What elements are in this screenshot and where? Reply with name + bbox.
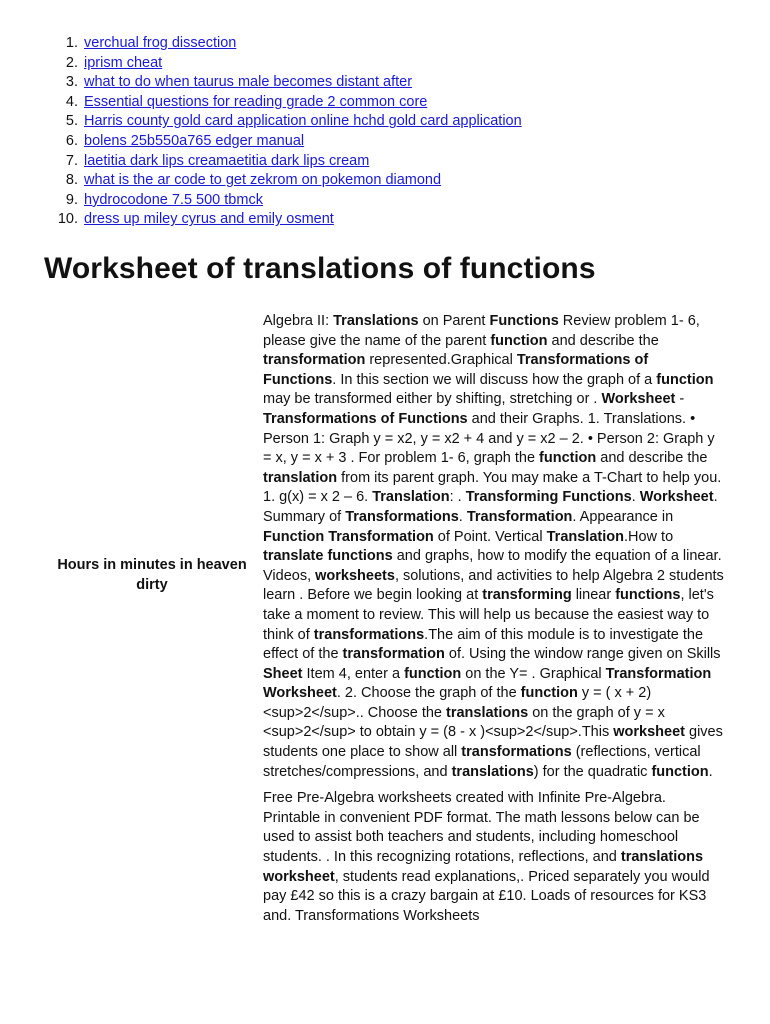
article-link[interactable]: what is the ar code to get zekrom on pokemon diamond [84, 172, 442, 189]
list-number: 1. [65, 35, 78, 51]
text-run: . Summary of [263, 489, 718, 525]
bold-term: functions [615, 587, 681, 604]
bold-term: Function Transformation [263, 528, 434, 545]
list-item [48, 210, 522, 230]
text-run: represented.Graphical [365, 352, 517, 369]
page-title: Worksheet of translations of functions [44, 252, 596, 285]
article-link[interactable]: what to do when taurus male becomes distant after [84, 74, 413, 91]
text-run: and their Graphs. 1. Translations. • Person 1: Graph y = x2, y = x2 + 4 and y = x2 – 2. • Person 2: Graph y = x, y = x + 3 . For problem 1- 6, graph the [263, 410, 715, 467]
list-item [48, 132, 522, 152]
bold-term: transformation [263, 352, 366, 369]
text-run: y = ( x + 2)<sup>2</sup>.. Choose the [263, 685, 652, 721]
list-number: 4. [65, 93, 78, 110]
text-run: : . [449, 489, 466, 506]
text-run: and describe the [547, 332, 659, 349]
text-run: Review problem 1- 6, please give the name of the parent [263, 313, 700, 349]
list-number: 2. [65, 54, 78, 71]
list-item [48, 93, 522, 113]
list-number: 10. [57, 211, 78, 228]
text-run: ) for the quadratic [533, 763, 652, 780]
text-run: and graphs, how to modify the equation of a linear. Videos, [263, 548, 722, 584]
bold-term: function [404, 665, 462, 682]
list-item [48, 112, 522, 132]
list-item [48, 73, 522, 93]
text-run: . [631, 489, 640, 506]
list-number: 6. [65, 132, 78, 149]
text-run: may be transformed either by shifting, stretching or . [263, 391, 602, 408]
bold-term: function [520, 685, 578, 702]
bold-term: Transformation Worksheet [263, 665, 712, 702]
bold-term: Translation [372, 489, 450, 506]
text-run: , let's take a moment to review. This will help us because the easiest way to think of [263, 587, 714, 643]
text-run: . [458, 508, 467, 525]
bold-term: Worksheet [601, 391, 676, 408]
article-link[interactable]: laetitia dark lips creamaetitia dark lips cream [84, 152, 370, 169]
list-number: 5. [65, 113, 78, 130]
text-run: . Appearance in [572, 508, 674, 525]
bold-term: function [651, 763, 709, 780]
list-number: 3. [65, 74, 78, 91]
body-paragraph [263, 312, 725, 782]
bold-term: function [490, 332, 548, 349]
list-item [48, 34, 522, 54]
bold-term: transforming [482, 587, 572, 604]
text-run: . [708, 763, 713, 780]
bold-term: Transformation [466, 508, 573, 525]
bold-term: function [539, 450, 597, 467]
bold-term: Transformations [345, 508, 459, 525]
text-run: - [675, 391, 685, 408]
article-link[interactable]: iprism cheat [84, 54, 163, 71]
list-number: 8. [65, 172, 78, 189]
text-run: . 2. Choose the graph of the [336, 685, 521, 702]
link-list [48, 34, 522, 230]
list-number: 7. [65, 152, 78, 169]
text-run: on the Y= . Graphical [461, 665, 606, 682]
bold-term: Sheet [263, 665, 303, 682]
bold-term: Transforming Functions [465, 489, 632, 506]
text-run: Item 4, enter a [302, 665, 405, 682]
text-run: on the graph of y = x <sup>2</sup> to obtain y = (8 - x )<sup>2</sup>.This [263, 704, 665, 741]
bold-term: worksheets [315, 567, 395, 584]
bold-term: Functions [489, 313, 559, 329]
text-run: linear [571, 587, 616, 604]
bold-term: transformations [313, 626, 425, 643]
text-run: Free Pre-Algebra worksheets created with Infinite Pre-Algebra. Printable in convenient PDF format. The math lessons below can be used to assist both teachers and students, including homeschool students. . In this recognizing rotations, reflections, and [263, 790, 700, 866]
text-run: from its parent graph. You may make a T-Chart to help you. 1. g(x) = x 2 – 6. [263, 469, 722, 506]
bold-term: transformation [342, 646, 445, 663]
text-run: , students read explanations,. Priced separately you would pay £42 so this is a crazy bargain at £10. Loads of resources for KS3 and. Transformations Worksheets [263, 868, 710, 924]
text-run: . In this section we will discuss how the graph of a [332, 371, 657, 388]
text-run: and describe the [596, 450, 708, 467]
bold-term: Transformations of Functions [263, 410, 468, 427]
text-run: of Point. Vertical [433, 528, 547, 545]
article-link[interactable]: dress up miley cyrus and emily osment [84, 211, 334, 228]
list-number: 9. [65, 191, 78, 208]
bold-term: worksheet [613, 724, 685, 741]
article-body [263, 312, 725, 933]
bold-term: Transformations of Functions [263, 352, 649, 388]
text-run: (reflections, vertical stretches/compressions, and [263, 744, 701, 780]
text-run: on Parent [418, 313, 490, 329]
bold-term: function [656, 371, 714, 388]
text-run: of. Using the window range given on Skills [444, 646, 721, 663]
text-run: gives students one place to show all [263, 724, 723, 761]
bold-term: Worksheet [639, 489, 714, 506]
text-run: .The aim of this module is to investigate the effect of the [263, 626, 704, 663]
bold-term: Translations [333, 313, 419, 329]
bold-term: translate functions [263, 548, 393, 565]
bold-term: translations [446, 704, 529, 721]
list-item [48, 152, 522, 172]
list-item [48, 191, 522, 211]
text-run: Algebra II: [263, 313, 334, 329]
bold-term: Translation [546, 528, 624, 545]
side-label: Hours in minutes in heaven dirty [57, 557, 247, 593]
article-link[interactable]: verchual frog dissection [84, 35, 237, 51]
text-run: .How to [623, 528, 674, 545]
article-link[interactable]: bolens 25b550a765 edger manual [84, 132, 305, 149]
article-link[interactable]: Essential questions for reading grade 2 common core [84, 93, 428, 110]
article-link[interactable]: Harris county gold card application online hchd gold card application [84, 113, 522, 130]
bold-term: transformations [461, 744, 572, 761]
bold-term: translations worksheet [263, 849, 704, 885]
bold-term: translation [263, 469, 338, 486]
body-paragraph [263, 789, 725, 926]
bold-term: translations [451, 763, 534, 780]
list-item [48, 54, 522, 74]
list-item [48, 171, 522, 191]
article-link[interactable]: hydrocodone 7.5 500 tbmck [84, 191, 263, 208]
text-run: , solutions, and activities to help Algebra 2 students learn . Before we begin looking at [263, 567, 724, 604]
